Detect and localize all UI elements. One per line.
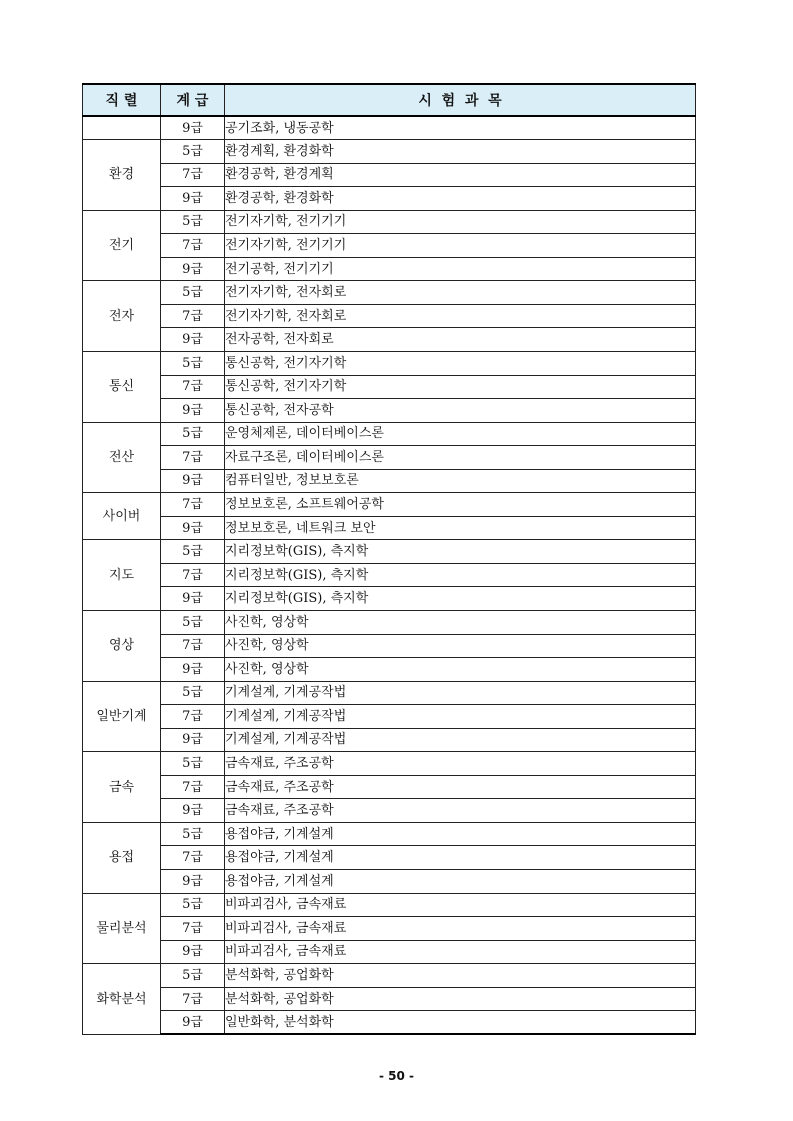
grade-cell: 5급 [161, 351, 225, 375]
subjects-cell: 지리정보학(GIS), 측지학 [225, 540, 696, 564]
position-cell [83, 116, 161, 140]
position-cell: 환경 [83, 140, 161, 211]
grade-cell: 9급 [161, 516, 225, 540]
table-row [83, 964, 696, 988]
grade-cell: 9급 [161, 1011, 225, 1035]
exam-subjects-table [82, 83, 696, 1035]
grade-cell: 9급 [161, 328, 225, 352]
grade-cell: 9급 [161, 399, 225, 423]
table-row [83, 1011, 696, 1035]
subjects-cell: 공기조화, 냉동공학 [225, 116, 696, 140]
grade-cell: 9급 [161, 116, 225, 140]
table-row [83, 446, 696, 470]
grade-cell: 5급 [161, 210, 225, 234]
subjects-cell: 일반화학, 분석화학 [225, 1011, 696, 1035]
subjects-cell: 분석화학, 공업화학 [225, 987, 696, 1011]
table-row [83, 705, 696, 729]
subjects-cell: 금속재료, 주조공학 [225, 752, 696, 776]
subjects-cell: 비파괴검사, 금속재료 [225, 940, 696, 964]
table-row [83, 822, 696, 846]
subjects-cell: 금속재료, 주조공학 [225, 799, 696, 823]
position-cell: 통신 [83, 351, 161, 422]
subjects-cell: 비파괴검사, 금속재료 [225, 917, 696, 941]
subjects-cell: 지리정보학(GIS), 측지학 [225, 587, 696, 611]
subjects-cell: 환경공학, 환경화학 [225, 187, 696, 211]
page-number: - 50 - [378, 1069, 414, 1083]
grade-cell: 7급 [161, 493, 225, 517]
grade-cell: 7급 [161, 234, 225, 258]
table-row [83, 799, 696, 823]
grade-cell: 7급 [161, 446, 225, 470]
grade-cell: 9급 [161, 799, 225, 823]
subjects-cell: 전기자기학, 전기기기 [225, 234, 696, 258]
grade-cell: 7급 [161, 846, 225, 870]
table-row [83, 257, 696, 281]
subjects-cell: 금속재료, 주조공학 [225, 775, 696, 799]
grade-cell: 7급 [161, 563, 225, 587]
table-row [83, 281, 696, 305]
subjects-cell: 정보보호론, 네트워크 보안 [225, 516, 696, 540]
position-cell: 전자 [83, 281, 161, 352]
table-row [83, 116, 696, 140]
table-header-row [83, 84, 696, 116]
table-row [83, 728, 696, 752]
table-row [83, 681, 696, 705]
table-row [83, 493, 696, 517]
subjects-cell: 비파괴검사, 금속재료 [225, 893, 696, 917]
position-cell: 영상 [83, 610, 161, 681]
position-cell: 전산 [83, 422, 161, 493]
position-cell: 사이버 [83, 493, 161, 540]
grade-cell: 9급 [161, 587, 225, 611]
position-cell: 금속 [83, 752, 161, 823]
table-row [83, 351, 696, 375]
grade-cell: 7급 [161, 304, 225, 328]
table-row [83, 775, 696, 799]
subjects-cell: 사진학, 영상학 [225, 610, 696, 634]
position-cell: 용접 [83, 822, 161, 893]
subjects-cell: 전기공학, 전기기기 [225, 257, 696, 281]
subjects-cell: 용접야금, 기계설계 [225, 870, 696, 894]
table-row [83, 516, 696, 540]
grade-cell: 9급 [161, 728, 225, 752]
subjects-cell: 사진학, 영상학 [225, 658, 696, 682]
subjects-cell: 자료구조론, 데이터베이스론 [225, 446, 696, 470]
subjects-cell: 기계설계, 기계공작법 [225, 681, 696, 705]
table-row [83, 163, 696, 187]
table-row [83, 893, 696, 917]
header-subjects: 시 험 과 목 [225, 84, 696, 116]
position-cell: 일반기계 [83, 681, 161, 752]
subjects-cell: 기계설계, 기계공작법 [225, 728, 696, 752]
grade-cell: 5급 [161, 822, 225, 846]
subjects-cell: 환경공학, 환경계획 [225, 163, 696, 187]
subjects-cell: 용접야금, 기계설계 [225, 846, 696, 870]
subjects-cell: 전기자기학, 전자회로 [225, 304, 696, 328]
table-row [83, 940, 696, 964]
table-row [83, 375, 696, 399]
grade-cell: 5급 [161, 281, 225, 305]
subjects-cell: 컴퓨터일반, 정보보호론 [225, 469, 696, 493]
table-row [83, 140, 696, 164]
table-row [83, 634, 696, 658]
position-cell: 물리분석 [83, 893, 161, 964]
grade-cell: 5급 [161, 540, 225, 564]
grade-cell: 9급 [161, 469, 225, 493]
grade-cell: 9급 [161, 187, 225, 211]
grade-cell: 7급 [161, 163, 225, 187]
grade-cell: 9급 [161, 257, 225, 281]
table-row [83, 469, 696, 493]
grade-cell: 7급 [161, 775, 225, 799]
subjects-cell: 기계설계, 기계공작법 [225, 705, 696, 729]
subjects-cell: 용접야금, 기계설계 [225, 822, 696, 846]
table-row [83, 540, 696, 564]
table-row [83, 846, 696, 870]
header-grade: 계 급 [161, 84, 225, 116]
subjects-cell: 사진학, 영상학 [225, 634, 696, 658]
grade-cell: 9급 [161, 658, 225, 682]
table-row [83, 399, 696, 423]
position-cell: 지도 [83, 540, 161, 611]
subjects-cell: 환경계획, 환경화학 [225, 140, 696, 164]
subjects-cell: 정보보호론, 소프트웨어공학 [225, 493, 696, 517]
grade-cell: 5급 [161, 681, 225, 705]
subjects-cell: 운영체제론, 데이터베이스론 [225, 422, 696, 446]
table-body [83, 116, 696, 1034]
subjects-cell: 통신공학, 전기자기학 [225, 351, 696, 375]
table-row [83, 563, 696, 587]
header-position: 직 렬 [83, 84, 161, 116]
subjects-cell: 전기자기학, 전기기기 [225, 210, 696, 234]
table-row [83, 234, 696, 258]
grade-cell: 5급 [161, 610, 225, 634]
table-row [83, 987, 696, 1011]
table-row [83, 752, 696, 776]
subjects-cell: 전자공학, 전자회로 [225, 328, 696, 352]
grade-cell: 5급 [161, 893, 225, 917]
grade-cell: 7급 [161, 705, 225, 729]
grade-cell: 9급 [161, 870, 225, 894]
grade-cell: 5급 [161, 964, 225, 988]
position-cell: 전기 [83, 210, 161, 281]
subjects-cell: 통신공학, 전자공학 [225, 399, 696, 423]
grade-cell: 7급 [161, 987, 225, 1011]
subjects-cell: 전기자기학, 전자회로 [225, 281, 696, 305]
table-row [83, 422, 696, 446]
subjects-cell: 지리정보학(GIS), 측지학 [225, 563, 696, 587]
grade-cell: 7급 [161, 917, 225, 941]
position-cell: 화학분석 [83, 964, 161, 1035]
table-row [83, 187, 696, 211]
subjects-cell: 분석화학, 공업화학 [225, 964, 696, 988]
table-row [83, 870, 696, 894]
grade-cell: 9급 [161, 940, 225, 964]
grade-cell: 5급 [161, 752, 225, 776]
grade-cell: 5급 [161, 422, 225, 446]
subjects-cell: 통신공학, 전기자기학 [225, 375, 696, 399]
table-row [83, 917, 696, 941]
grade-cell: 7급 [161, 634, 225, 658]
table-row [83, 328, 696, 352]
table-row [83, 210, 696, 234]
grade-cell: 7급 [161, 375, 225, 399]
table-row [83, 304, 696, 328]
table-row [83, 587, 696, 611]
table-row [83, 658, 696, 682]
table-row [83, 610, 696, 634]
grade-cell: 5급 [161, 140, 225, 164]
